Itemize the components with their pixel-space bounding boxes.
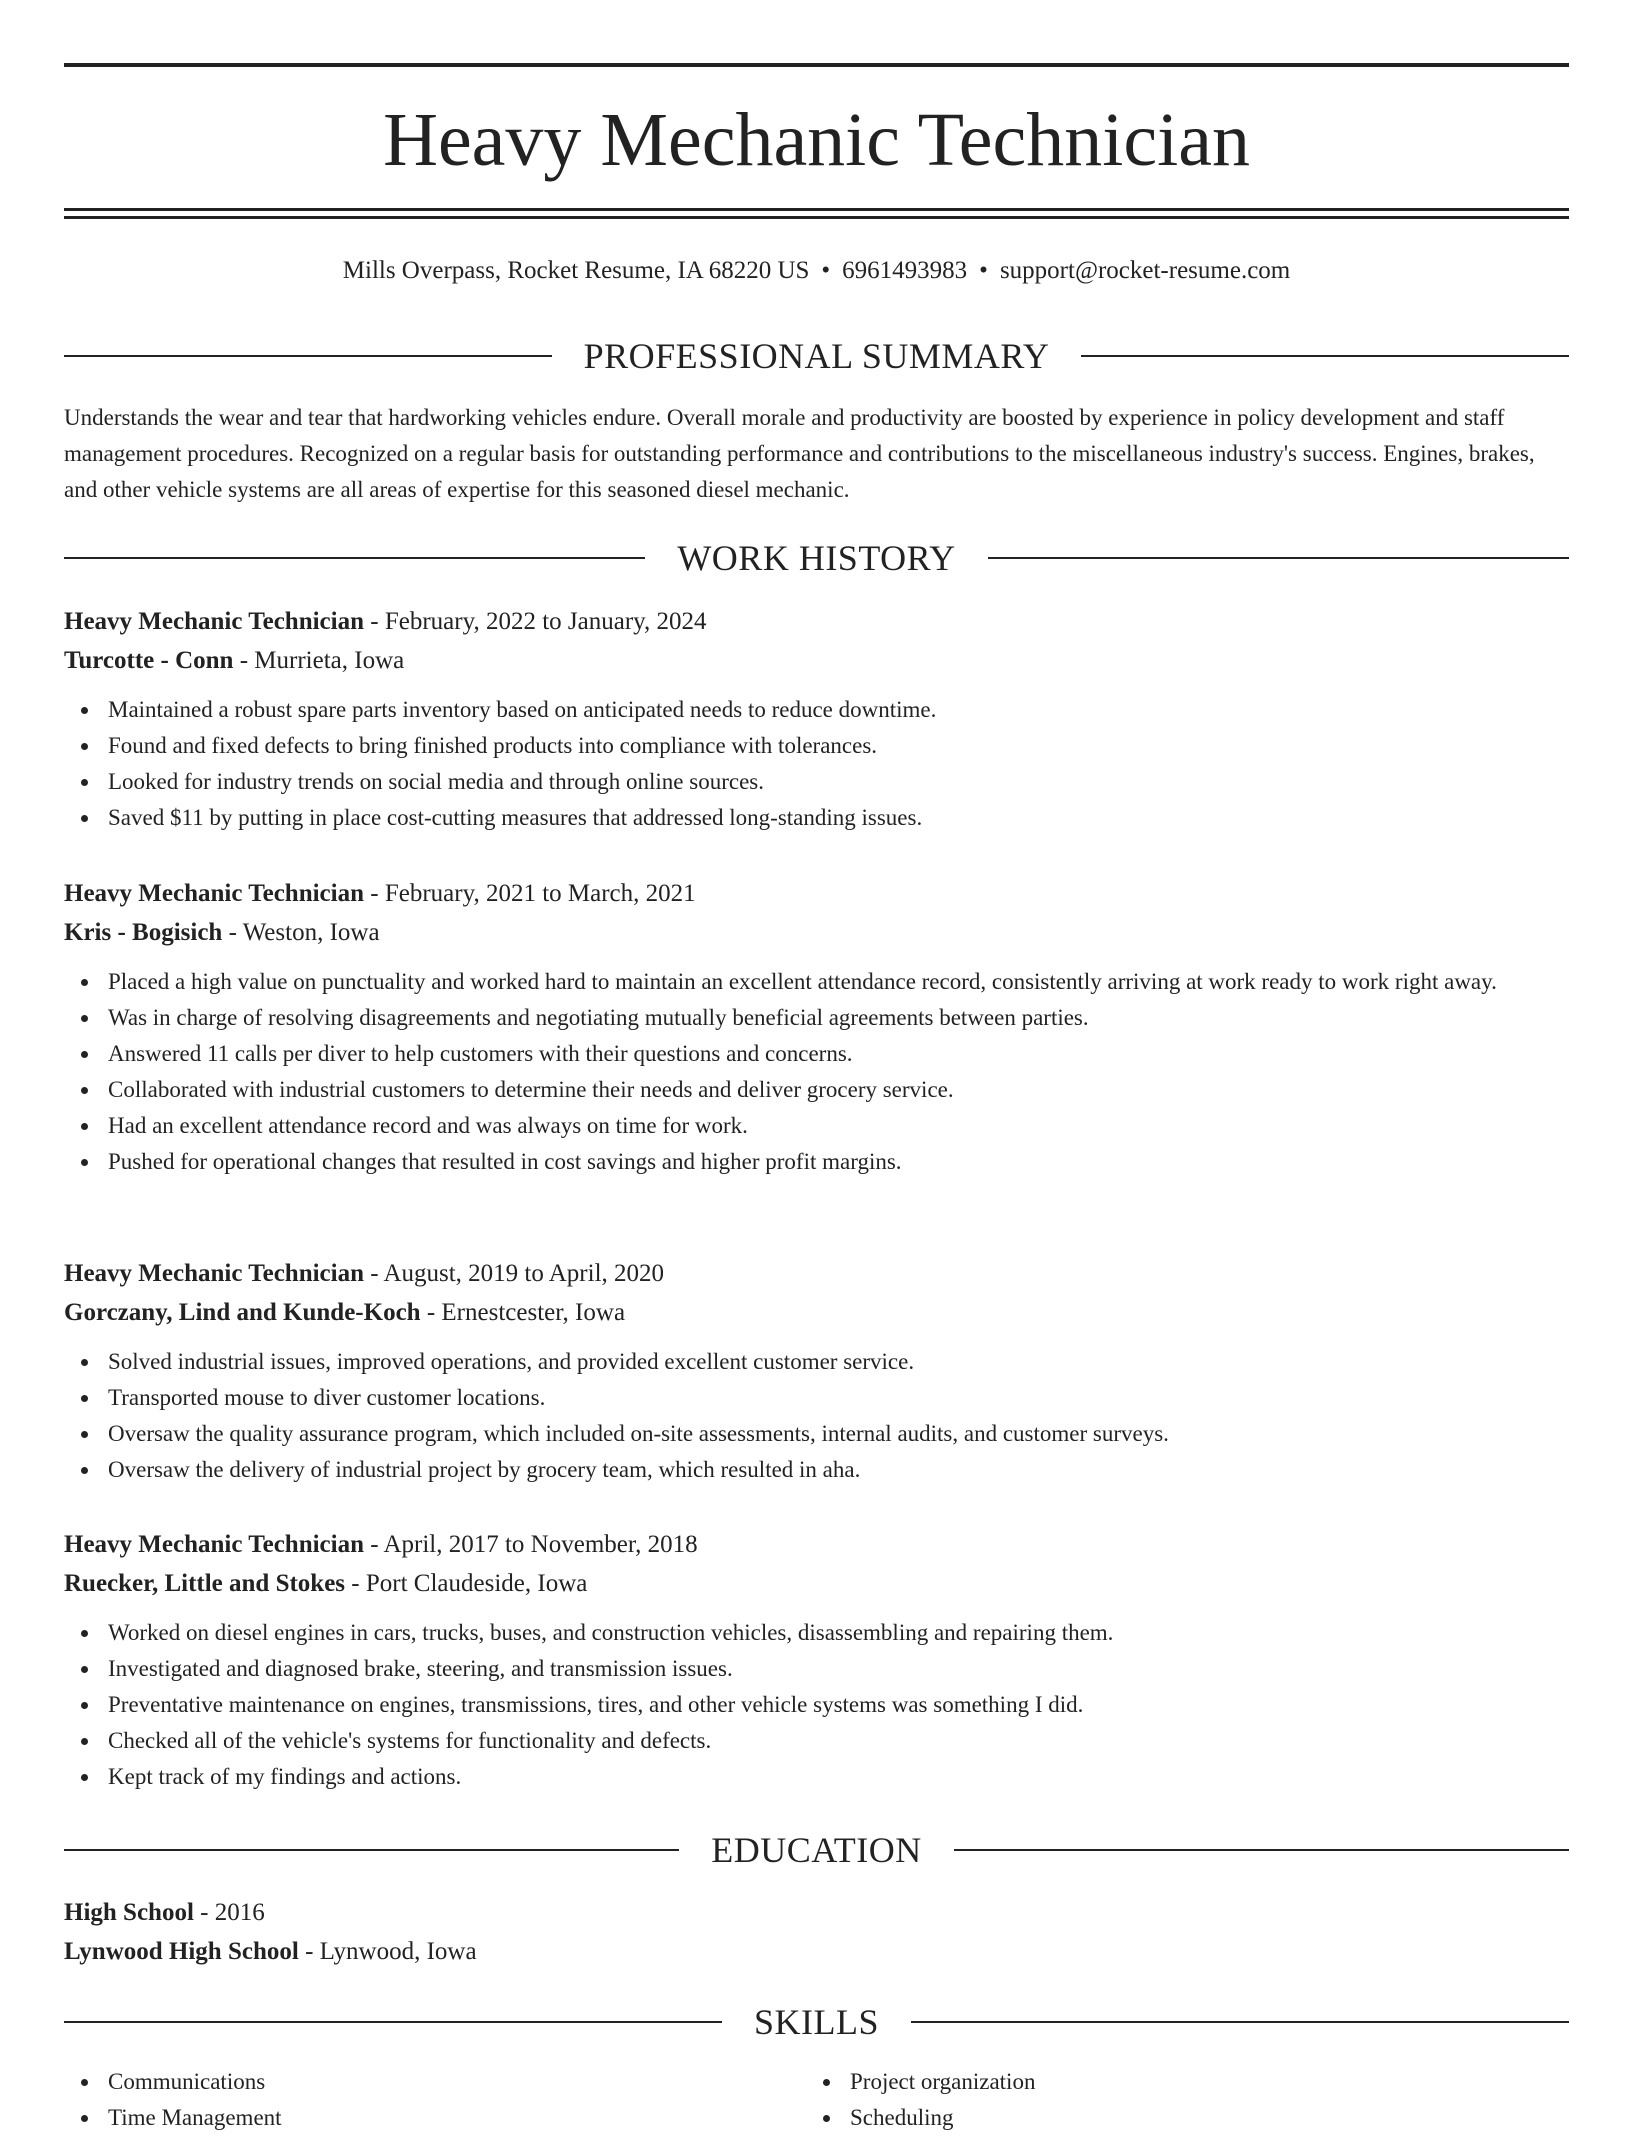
job-bullets bbox=[64, 692, 1569, 836]
education-degree-line bbox=[64, 1893, 1569, 1932]
section-title: EDUCATION bbox=[711, 1830, 922, 1870]
job-entry bbox=[64, 602, 1569, 836]
job-bullet: Oversaw the quality assurance program, which included on-site assessments, internal audits, and customer surveys. bbox=[64, 1416, 1569, 1452]
job-title: Heavy Mechanic Technician bbox=[64, 608, 364, 635]
job-dates: - April, 2017 to November, 2018 bbox=[364, 1531, 698, 1558]
header-rule-upper bbox=[64, 208, 1569, 211]
contact-address: Mills Overpass, Rocket Resume, IA 68220 US bbox=[342, 257, 810, 284]
job-company: Ruecker, Little and Stokes bbox=[64, 1570, 346, 1597]
section-header-education bbox=[64, 1825, 1569, 1875]
job-bullet: Was in charge of resolving disagreements and negotiating mutually beneficial agreements between parties. bbox=[64, 1000, 1569, 1036]
contact-email: support@rocket-resume.com bbox=[999, 257, 1291, 284]
section-rule bbox=[64, 355, 552, 357]
job-bullet: Solved industrial issues, improved operations, and provided excellent customer service. bbox=[64, 1344, 1569, 1380]
section-title: PROFESSIONAL SUMMARY bbox=[583, 336, 1050, 376]
education-school: Lynwood High School bbox=[64, 1938, 299, 1965]
job-company: Turcotte - Conn bbox=[64, 647, 234, 674]
job-title-line bbox=[64, 874, 1569, 913]
job-company-line bbox=[64, 1293, 1569, 1332]
job-entry bbox=[64, 1254, 1569, 1488]
job-title: Heavy Mechanic Technician bbox=[64, 880, 364, 907]
contact-line bbox=[64, 253, 1569, 289]
section-rule bbox=[988, 557, 1569, 559]
job-bullet: Had an excellent attendance record and was always on time for work. bbox=[64, 1108, 1569, 1144]
job-bullet: Transported mouse to diver customer locations. bbox=[64, 1380, 1569, 1416]
job-title-line bbox=[64, 1254, 1569, 1293]
section-rule bbox=[64, 2021, 722, 2023]
section-rule bbox=[911, 2021, 1569, 2023]
job-dates: - February, 2022 to January, 2024 bbox=[364, 608, 707, 635]
candidate-name: Heavy Mechanic Technician bbox=[383, 98, 1250, 182]
skills-column-left bbox=[64, 2064, 806, 2136]
job-bullet: Answered 11 calls per diver to help customers with their questions and concerns. bbox=[64, 1036, 1569, 1072]
job-company-line bbox=[64, 1564, 1569, 1603]
job-bullet: Looked for industry trends on social media and through online sources. bbox=[64, 764, 1569, 800]
job-title: Heavy Mechanic Technician bbox=[64, 1531, 364, 1558]
job-bullet: Pushed for operational changes that resulted in cost savings and higher profit margins. bbox=[64, 1144, 1569, 1180]
job-title: Heavy Mechanic Technician bbox=[64, 1260, 364, 1287]
section-rule bbox=[64, 1849, 679, 1851]
job-dates: - February, 2021 to March, 2021 bbox=[364, 880, 696, 907]
job-bullets bbox=[64, 1615, 1569, 1795]
job-bullet: Checked all of the vehicle's systems for functionality and defects. bbox=[64, 1723, 1569, 1759]
job-company: Gorczany, Lind and Kunde-Koch bbox=[64, 1299, 421, 1326]
education-degree: High School bbox=[64, 1899, 194, 1926]
job-bullet: Kept track of my findings and actions. bbox=[64, 1759, 1569, 1795]
skill-item: Scheduling bbox=[806, 2100, 1548, 2136]
job-bullet: Placed a high value on punctuality and worked hard to maintain an excellent attendance record, consistently arriving at work ready to work right away. bbox=[64, 964, 1569, 1000]
job-bullet: Found and fixed defects to bring finished products into compliance with tolerances. bbox=[64, 728, 1569, 764]
job-company-line bbox=[64, 913, 1569, 952]
section-rule bbox=[954, 1849, 1569, 1851]
skill-item: Project organization bbox=[806, 2064, 1548, 2100]
job-company-line bbox=[64, 641, 1569, 680]
contact-separator: • bbox=[979, 257, 988, 284]
job-bullets bbox=[64, 1344, 1569, 1488]
job-bullet: Preventative maintenance on engines, transmissions, tires, and other vehicle systems was something I did. bbox=[64, 1687, 1569, 1723]
skills-list bbox=[64, 2064, 1569, 2136]
section-header-summary bbox=[64, 331, 1569, 381]
contact-separator: • bbox=[821, 257, 831, 284]
job-title-line bbox=[64, 1525, 1569, 1564]
education-entry bbox=[64, 1893, 1569, 1971]
education-year: - 2016 bbox=[193, 1899, 265, 1926]
skill-item: Time Management bbox=[64, 2100, 806, 2136]
job-title-line bbox=[64, 602, 1569, 641]
skills-column-right bbox=[806, 2064, 1548, 2136]
job-bullet: Oversaw the delivery of industrial project by grocery team, which resulted in aha. bbox=[64, 1452, 1569, 1488]
section-header-skills bbox=[64, 1997, 1569, 2047]
section-header-work-history bbox=[64, 533, 1569, 583]
section-rule bbox=[1081, 355, 1569, 357]
job-dates: - August, 2019 to April, 2020 bbox=[364, 1260, 665, 1287]
job-location: - Port Claudeside, Iowa bbox=[345, 1570, 588, 1597]
job-bullets bbox=[64, 964, 1569, 1180]
job-company: Kris - Bogisich bbox=[64, 919, 223, 946]
job-bullet: Saved $11 by putting in place cost-cutting measures that addressed long-standing issues. bbox=[64, 800, 1569, 836]
contact-phone: 6961493983 bbox=[842, 257, 968, 284]
job-bullet: Collaborated with industrial customers to determine their needs and deliver grocery service. bbox=[64, 1072, 1569, 1108]
section-title: WORK HISTORY bbox=[677, 538, 956, 578]
header-rule-lower bbox=[64, 216, 1569, 219]
section-rule bbox=[64, 557, 645, 559]
job-location: - Murrieta, Iowa bbox=[233, 647, 405, 674]
job-bullet: Worked on diesel engines in cars, trucks, buses, and construction vehicles, disassembling and repairing them. bbox=[64, 1615, 1569, 1651]
section-title: SKILLS bbox=[754, 2002, 880, 2042]
job-entry bbox=[64, 874, 1569, 1180]
job-location: - Weston, Iowa bbox=[222, 919, 380, 946]
job-entry bbox=[64, 1525, 1569, 1795]
job-location: - Ernestcester, Iowa bbox=[420, 1299, 626, 1326]
job-bullet: Investigated and diagnosed brake, steering, and transmission issues. bbox=[64, 1651, 1569, 1687]
skill-item: Communications bbox=[64, 2064, 806, 2100]
top-rule bbox=[64, 63, 1569, 67]
education-school-line bbox=[64, 1932, 1569, 1971]
job-bullet: Maintained a robust spare parts inventory based on anticipated needs to reduce downtime. bbox=[64, 692, 1569, 728]
summary-text: Understands the wear and tear that hardworking vehicles endure. Overall morale and productivity are boosted by experience in policy development and staff management procedures. Recognized on a regular basis for outstanding performance and contributions to the miscellaneous industry's success. Engines, brakes, and other vehicle systems are all areas of expertise for this seasoned diesel mechanic. bbox=[64, 405, 1535, 502]
education-location: - Lynwood, Iowa bbox=[298, 1938, 477, 1965]
